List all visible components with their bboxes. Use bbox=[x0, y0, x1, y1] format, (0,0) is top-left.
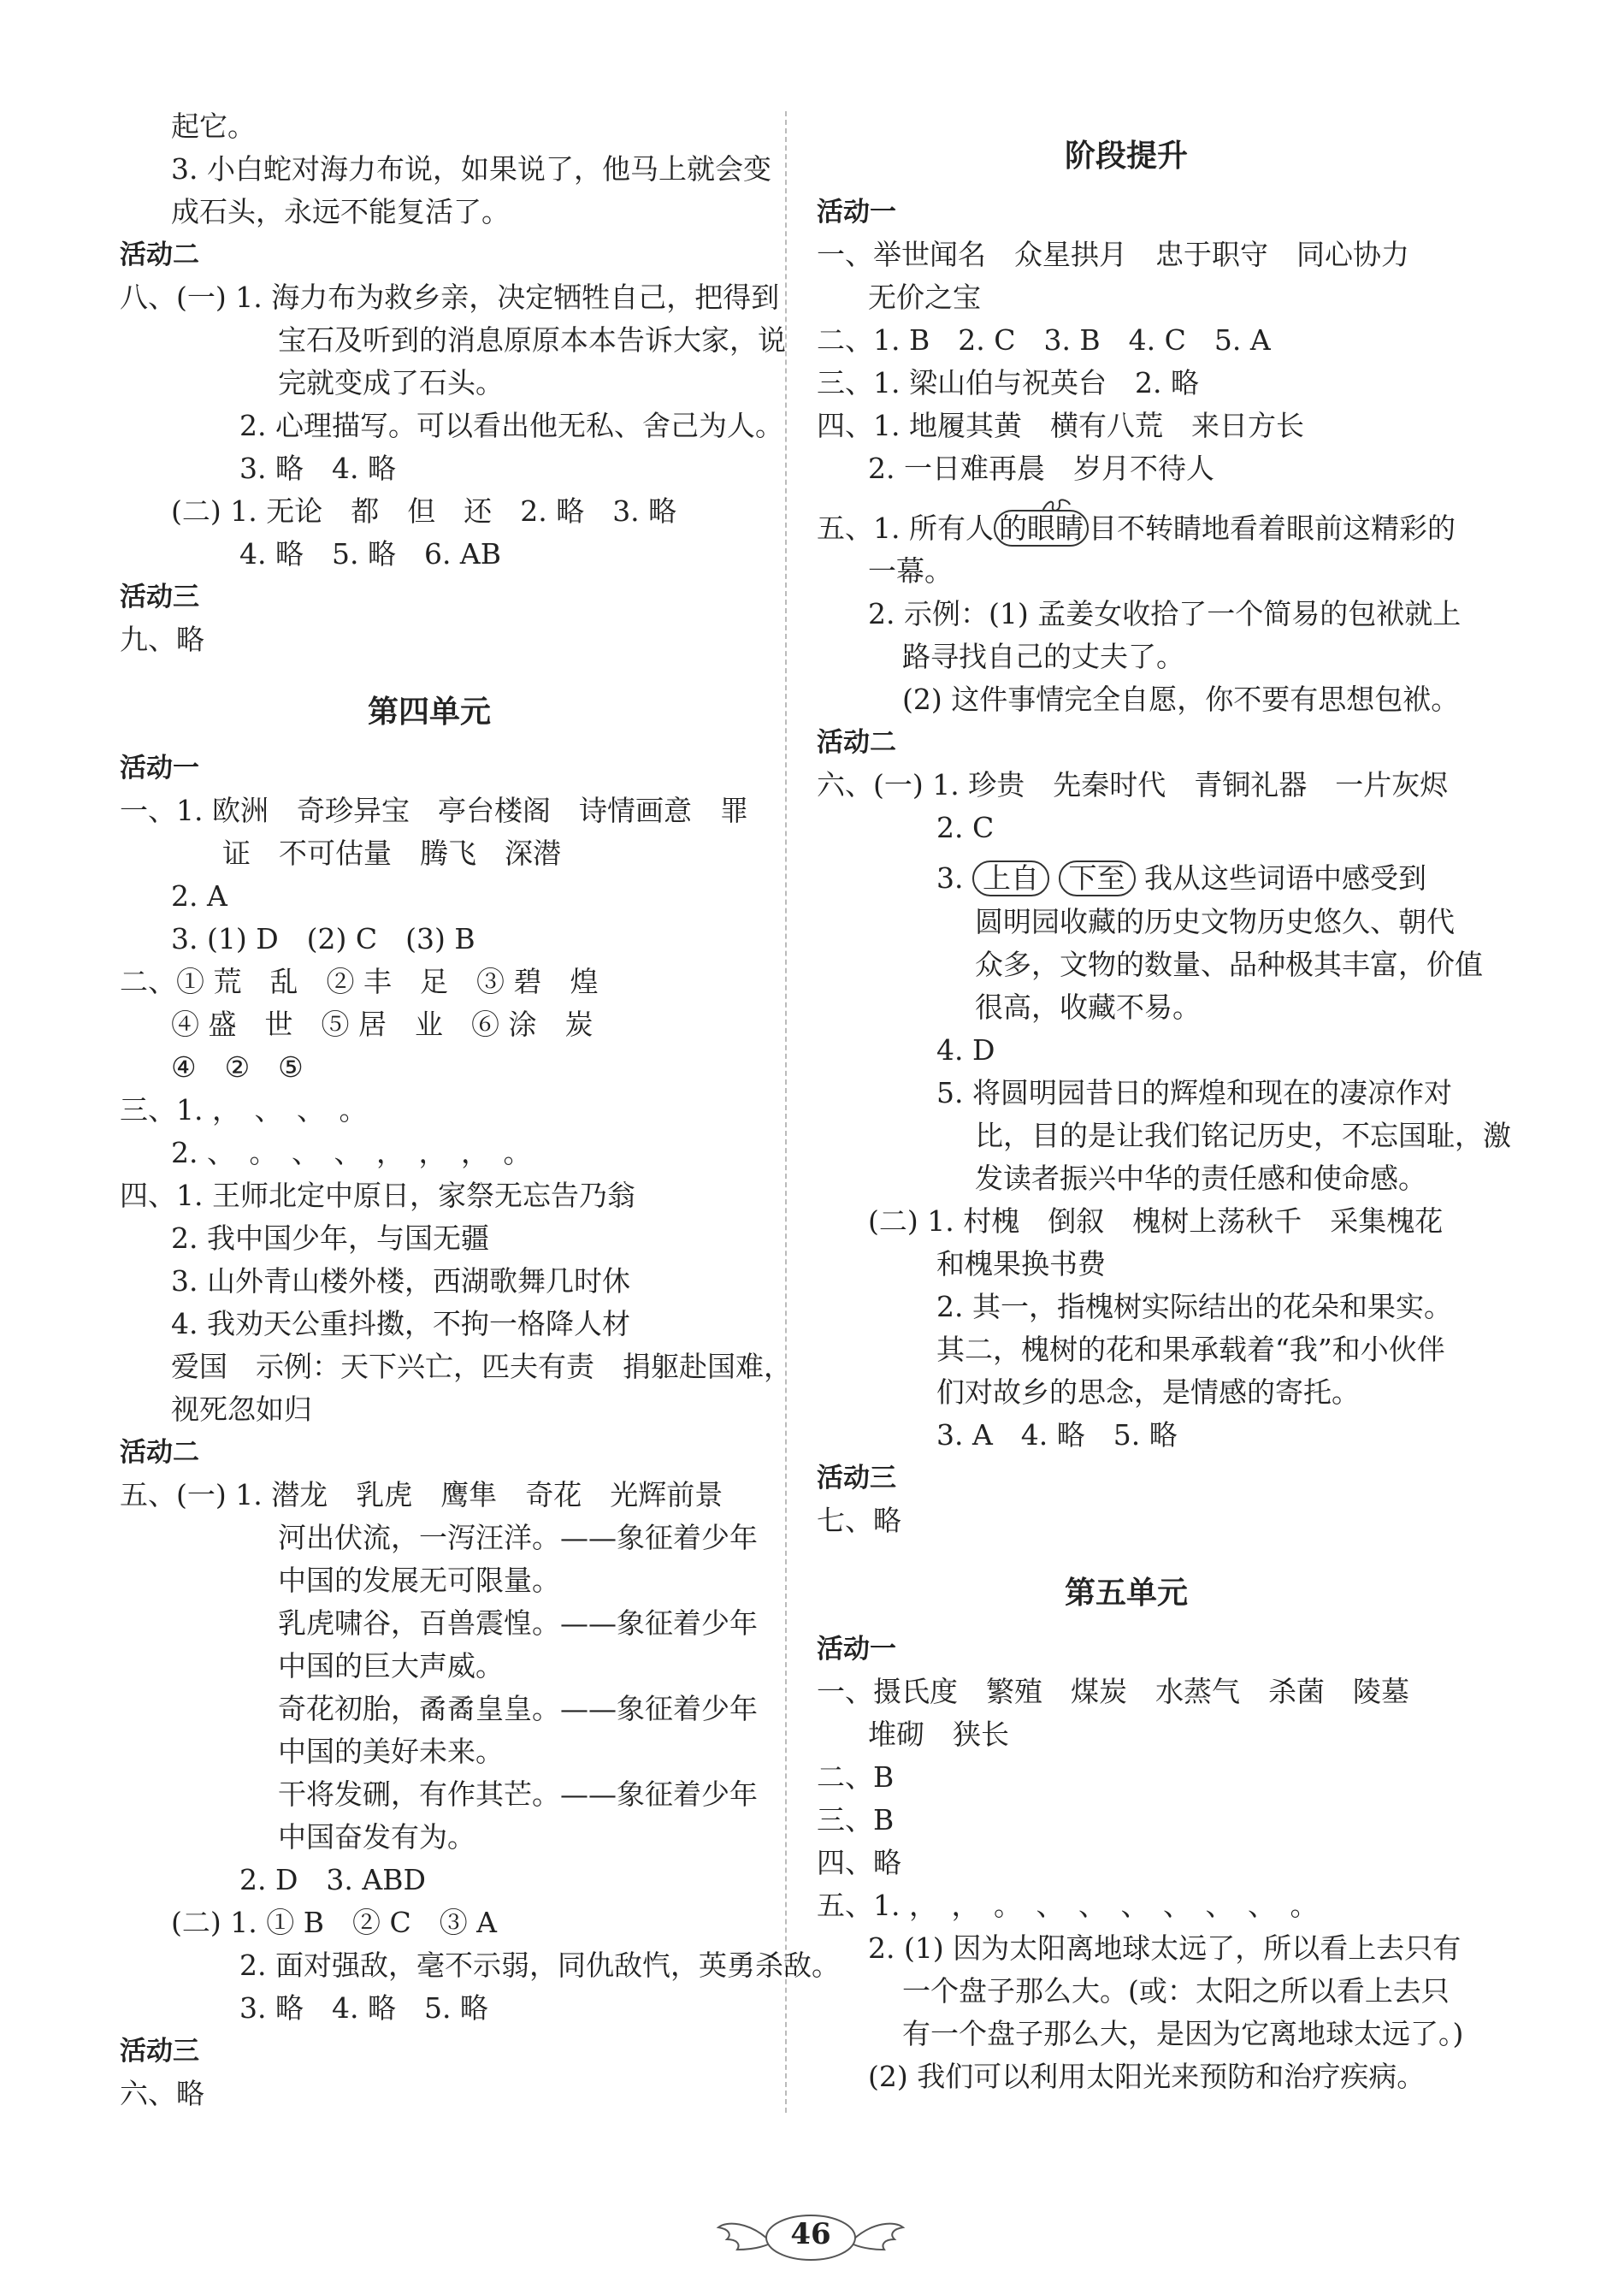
text-line: 2. 心理描写。可以看出他无私、舍己为人。 bbox=[239, 409, 783, 442]
text-line: 中国的巨大声威。 bbox=[278, 1649, 504, 1683]
text-line: 三、B bbox=[817, 1803, 895, 1836]
text-line bbox=[817, 512, 1456, 546]
page-number: 46 bbox=[790, 2217, 831, 2251]
circled-word: 上自 bbox=[972, 860, 1049, 896]
text-fragment: 3. bbox=[936, 861, 964, 895]
section-heading: 活动一 bbox=[120, 753, 199, 784]
text-line: 2. D 3. ABD bbox=[239, 1863, 426, 1896]
text-line: 比，目的是让我们铭记历史，不忘国耻，激 bbox=[975, 1119, 1511, 1152]
text-line: 四、略 bbox=[817, 1846, 901, 1879]
text-line: 四、1. 王师北定中原日，家祭无忘告乃翁 bbox=[120, 1179, 635, 1212]
text-fragment: 目不转睛地看着眼前这精彩的 bbox=[1088, 512, 1456, 545]
text-line: 3. 山外青山楼外楼，西湖歌舞几时休 bbox=[171, 1264, 630, 1298]
text-line: 五、(一) 1. 潜龙 乳虎 鹰隼 奇花 光辉前景 bbox=[120, 1478, 723, 1511]
text-line: (二) 1. 村槐 倒叙 槐树上荡秋千 采集槐花 bbox=[868, 1204, 1444, 1238]
deletion-mark-icon bbox=[1039, 496, 1073, 515]
text-line: 三、1. ， 、 、 。 bbox=[120, 1093, 368, 1127]
section-heading: 活动三 bbox=[817, 1463, 896, 1493]
text-line: 中国奋发有为。 bbox=[278, 1820, 475, 1854]
text-line: 一、摄氏度 繁殖 煤炭 水蒸气 杀菌 陵墓 bbox=[817, 1675, 1409, 1708]
section-heading: 活动三 bbox=[120, 582, 199, 612]
text-line: 2. A bbox=[171, 879, 227, 913]
text-line: 成石头，永远不能复活了。 bbox=[171, 195, 510, 228]
text-line: 九、略 bbox=[120, 623, 204, 656]
text-line: 中国的发展无可限量。 bbox=[278, 1564, 560, 1597]
text-line: 2. 面对强敌，毫不示弱，同仇敌忾，英勇杀敌。 bbox=[239, 1949, 840, 1982]
text-line: 有一个盘子那么大，是因为它离地球太远了。) bbox=[902, 2017, 1464, 2050]
text-line: 一、1. 欧洲 奇珍异宝 亭台楼阁 诗情画意 罪 bbox=[120, 794, 748, 827]
page-number-badge bbox=[715, 2205, 906, 2265]
text-line: 很高，收藏不易。 bbox=[975, 991, 1201, 1024]
text-line: 4. D bbox=[936, 1033, 995, 1067]
text-line: ④ 盛 世 ⑤ 居 业 ⑥ 涂 炭 bbox=[171, 1008, 593, 1041]
section-heading: 活动一 bbox=[817, 197, 896, 228]
text-line: 二、B bbox=[817, 1760, 895, 1794]
text-line: 3. 略 4. 略 5. 略 bbox=[239, 1991, 488, 2025]
text-line: 六、略 bbox=[120, 2077, 204, 2110]
text-line: 2. 示例：(1) 孟姜女收拾了一个简易的包袱就上 bbox=[868, 597, 1462, 630]
text-line: 二、1. B 2. C 3. B 4. C 5. A bbox=[817, 323, 1271, 357]
circled-phrase: 的眼睛 bbox=[994, 510, 1089, 547]
text-line: 中国的美好未来。 bbox=[278, 1735, 504, 1768]
text-line: 干将发硎，有作其芒。——象征着少年 bbox=[278, 1777, 758, 1811]
text-line: 其二，槐树的花和果承载着“我”和小伙伴 bbox=[936, 1333, 1445, 1366]
text-line: 证 不可估量 腾飞 深潜 bbox=[222, 837, 561, 870]
text-line: 六、(一) 1. 珍贵 先秦时代 青铜礼器 一片灰烬 bbox=[817, 768, 1449, 801]
section-heading: 活动二 bbox=[120, 1437, 199, 1468]
text-line: 4. 略 5. 略 6. AB bbox=[239, 537, 502, 571]
text-line: 宝石及听到的消息原原本本告诉大家，说 bbox=[278, 323, 786, 357]
text-fragment: 我从这些词语中感受到 bbox=[1144, 861, 1426, 895]
text-line: 2. 我中国少年，与国无疆 bbox=[171, 1221, 489, 1255]
text-line: 发读者振兴中华的责任感和使命感。 bbox=[975, 1162, 1426, 1195]
text-line: 二、① 荒 乱 ② 丰 足 ③ 碧 煌 bbox=[120, 965, 599, 998]
section-heading: 活动三 bbox=[120, 2036, 199, 2067]
text-line: 5. 将圆明园昔日的辉煌和现在的凄凉作对 bbox=[936, 1076, 1452, 1109]
text-line: 2. 、 。 、 、 ， ， ， 。 bbox=[171, 1136, 532, 1169]
text-line: 七、略 bbox=[817, 1504, 901, 1537]
text-line: 3. (1) D (2) C (3) B bbox=[171, 922, 475, 955]
text-line: 圆明园收藏的历史文物历史悠久、朝代 bbox=[975, 905, 1455, 938]
section-heading: 活动一 bbox=[817, 1634, 896, 1665]
section-title: 阶段提升 bbox=[1065, 138, 1189, 174]
text-line: 3. 小白蛇对海力布说，如果说了，他马上就会变 bbox=[171, 152, 771, 186]
text-line: 4. 我劝天公重抖擞，不拘一格降人材 bbox=[171, 1307, 630, 1340]
text-line: 无价之宝 bbox=[868, 281, 981, 314]
text-line: ④ ② ⑤ bbox=[171, 1050, 304, 1084]
text-line: 奇花初胎，矞矞皇皇。——象征着少年 bbox=[278, 1692, 758, 1725]
circled-word: 下至 bbox=[1059, 860, 1136, 896]
text-line: 一幕。 bbox=[868, 554, 953, 588]
text-line: (二) 1. 无论 都 但 还 2. 略 3. 略 bbox=[171, 494, 677, 528]
text-line: 众多，文物的数量、品种极其丰富，价值 bbox=[975, 948, 1483, 981]
text-line: 3. 略 4. 略 bbox=[239, 452, 396, 485]
text-line: 三、1. 梁山伯与祝英台 2. 略 bbox=[817, 366, 1199, 399]
text-line: 爱国 示例：天下兴亡，匹夫有责 捐躯赴国难， bbox=[171, 1350, 792, 1383]
text-line: 一个盘子那么大。(或：太阳之所以看上去只 bbox=[902, 1974, 1450, 2008]
text-line: 视死忽如归 bbox=[171, 1393, 312, 1426]
text-line: 河出伏流，一泻汪洋。——象征着少年 bbox=[278, 1521, 758, 1554]
text-fragment: 五、1. 所有人 bbox=[817, 512, 994, 545]
text-line: 完就变成了石头。 bbox=[278, 366, 504, 399]
text-line bbox=[936, 860, 1426, 896]
text-line: 和槐果换书费 bbox=[936, 1247, 1106, 1280]
column-divider bbox=[785, 111, 787, 2113]
text-line: 2. (1) 因为太阳离地球太远了，所以看上去只有 bbox=[868, 1931, 1462, 1965]
unit-title: 第五单元 bbox=[1065, 1575, 1189, 1611]
text-line: 八、(一) 1. 海力布为救乡亲，决定牺牲自己，把得到 bbox=[120, 281, 780, 314]
text-line: 起它。 bbox=[171, 109, 256, 143]
text-line: 2. 一日难再晨 岁月不待人 bbox=[868, 452, 1214, 485]
section-heading: 活动二 bbox=[120, 240, 199, 270]
unit-title: 第四单元 bbox=[368, 694, 492, 730]
text-line: (二) 1. ① B ② C ③ A bbox=[171, 1906, 498, 1939]
text-line: (2) 我们可以利用太阳光来预防和治疗疾病。 bbox=[868, 2060, 1426, 2093]
text-line: 五、1. ， ， 。 、 、 、 、 、 、 。 bbox=[817, 1889, 1319, 1922]
text-line: 2. C bbox=[936, 811, 995, 844]
text-line: 们对故乡的思念，是情感的寄托。 bbox=[936, 1375, 1360, 1409]
text-line: 3. A 4. 略 5. 略 bbox=[936, 1418, 1178, 1452]
text-line: 2. 其一，指槐树实际结出的花朵和果实。 bbox=[936, 1290, 1452, 1323]
text-line: 路寻找自己的丈夫了。 bbox=[902, 640, 1184, 673]
section-heading: 活动二 bbox=[817, 727, 896, 758]
text-line: (2) 这件事情完全自愿，你不要有思想包袱。 bbox=[902, 683, 1460, 716]
text-line: 乳虎啸谷，百兽震惶。——象征着少年 bbox=[278, 1606, 758, 1640]
text-line: 堆砌 狭长 bbox=[868, 1718, 1009, 1751]
text-line: 四、1. 地履其黄 横有八荒 来日方长 bbox=[817, 409, 1304, 442]
text-line: 一、举世闻名 众星拱月 忠于职守 同心协力 bbox=[817, 238, 1409, 271]
